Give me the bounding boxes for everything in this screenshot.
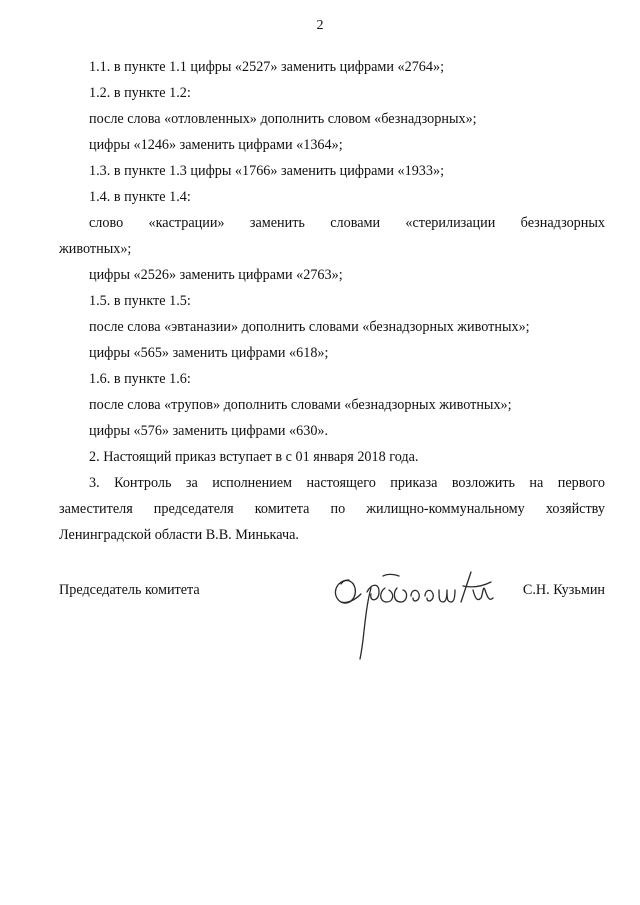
clause-1-5-text-b: цифры «565» заменить цифрами «618»; [89, 345, 329, 361]
clause-1-6-text-b: цифры «576» заменить цифрами «630». [89, 423, 329, 439]
clause-3-line-1: 3. Контроль за исполнением настоящего приказа возложить на первого [89, 475, 605, 491]
signatory-name: С.Н. Кузьмин [522, 582, 605, 598]
clause-1-6-text-a: после слова «трупов» дополнить словами «безнадзорных животных»; [89, 397, 512, 413]
clause-2: 2. Настоящий приказ вступает в с 01 января 2018 года. [89, 449, 419, 465]
clause-3-line-2: заместителя председателя комитета по жилищно-коммунальному хозяйству [59, 501, 605, 517]
clause-1-1: 1.1. в пункте 1.1 цифры «2527» заменить цифрами «2764»; [89, 59, 445, 75]
clause-1-2-text-b: цифры «1246» заменить цифрами «1364»; [89, 137, 343, 153]
page-number: 2 [316, 18, 324, 33]
clause-1-4-text-a-cont: животных»; [59, 241, 132, 257]
clause-1-5-text-a: после слова «эвтаназии» дополнить словами «безнадзорных животных»; [89, 319, 530, 335]
clause-1-4-text-a: слово «кастрации» заменить словами «стерилизации безнадзорных [89, 215, 605, 231]
clause-1-4-heading: 1.4. в пункте 1.4: [89, 189, 191, 205]
clause-1-4-text-b: цифры «2526» заменить цифрами «2763»; [89, 267, 343, 283]
signatory-title: Председатель комитета [59, 582, 200, 598]
handwritten-signature [327, 562, 527, 662]
clause-1-2-text-a: после слова «отловленных» дополнить словом «безнадзорных»; [89, 111, 477, 127]
clause-3-line-3: Ленинградской области В.В. Минькача. [59, 527, 299, 543]
clause-1-6-heading: 1.6. в пункте 1.6: [89, 371, 191, 387]
clause-1-5-heading: 1.5. в пункте 1.5: [89, 293, 191, 309]
clause-1-3: 1.3. в пункте 1.3 цифры «1766» заменить цифрами «1933»; [89, 163, 445, 179]
signature-block [59, 574, 609, 664]
clause-1-2-heading: 1.2. в пункте 1.2: [89, 85, 191, 101]
